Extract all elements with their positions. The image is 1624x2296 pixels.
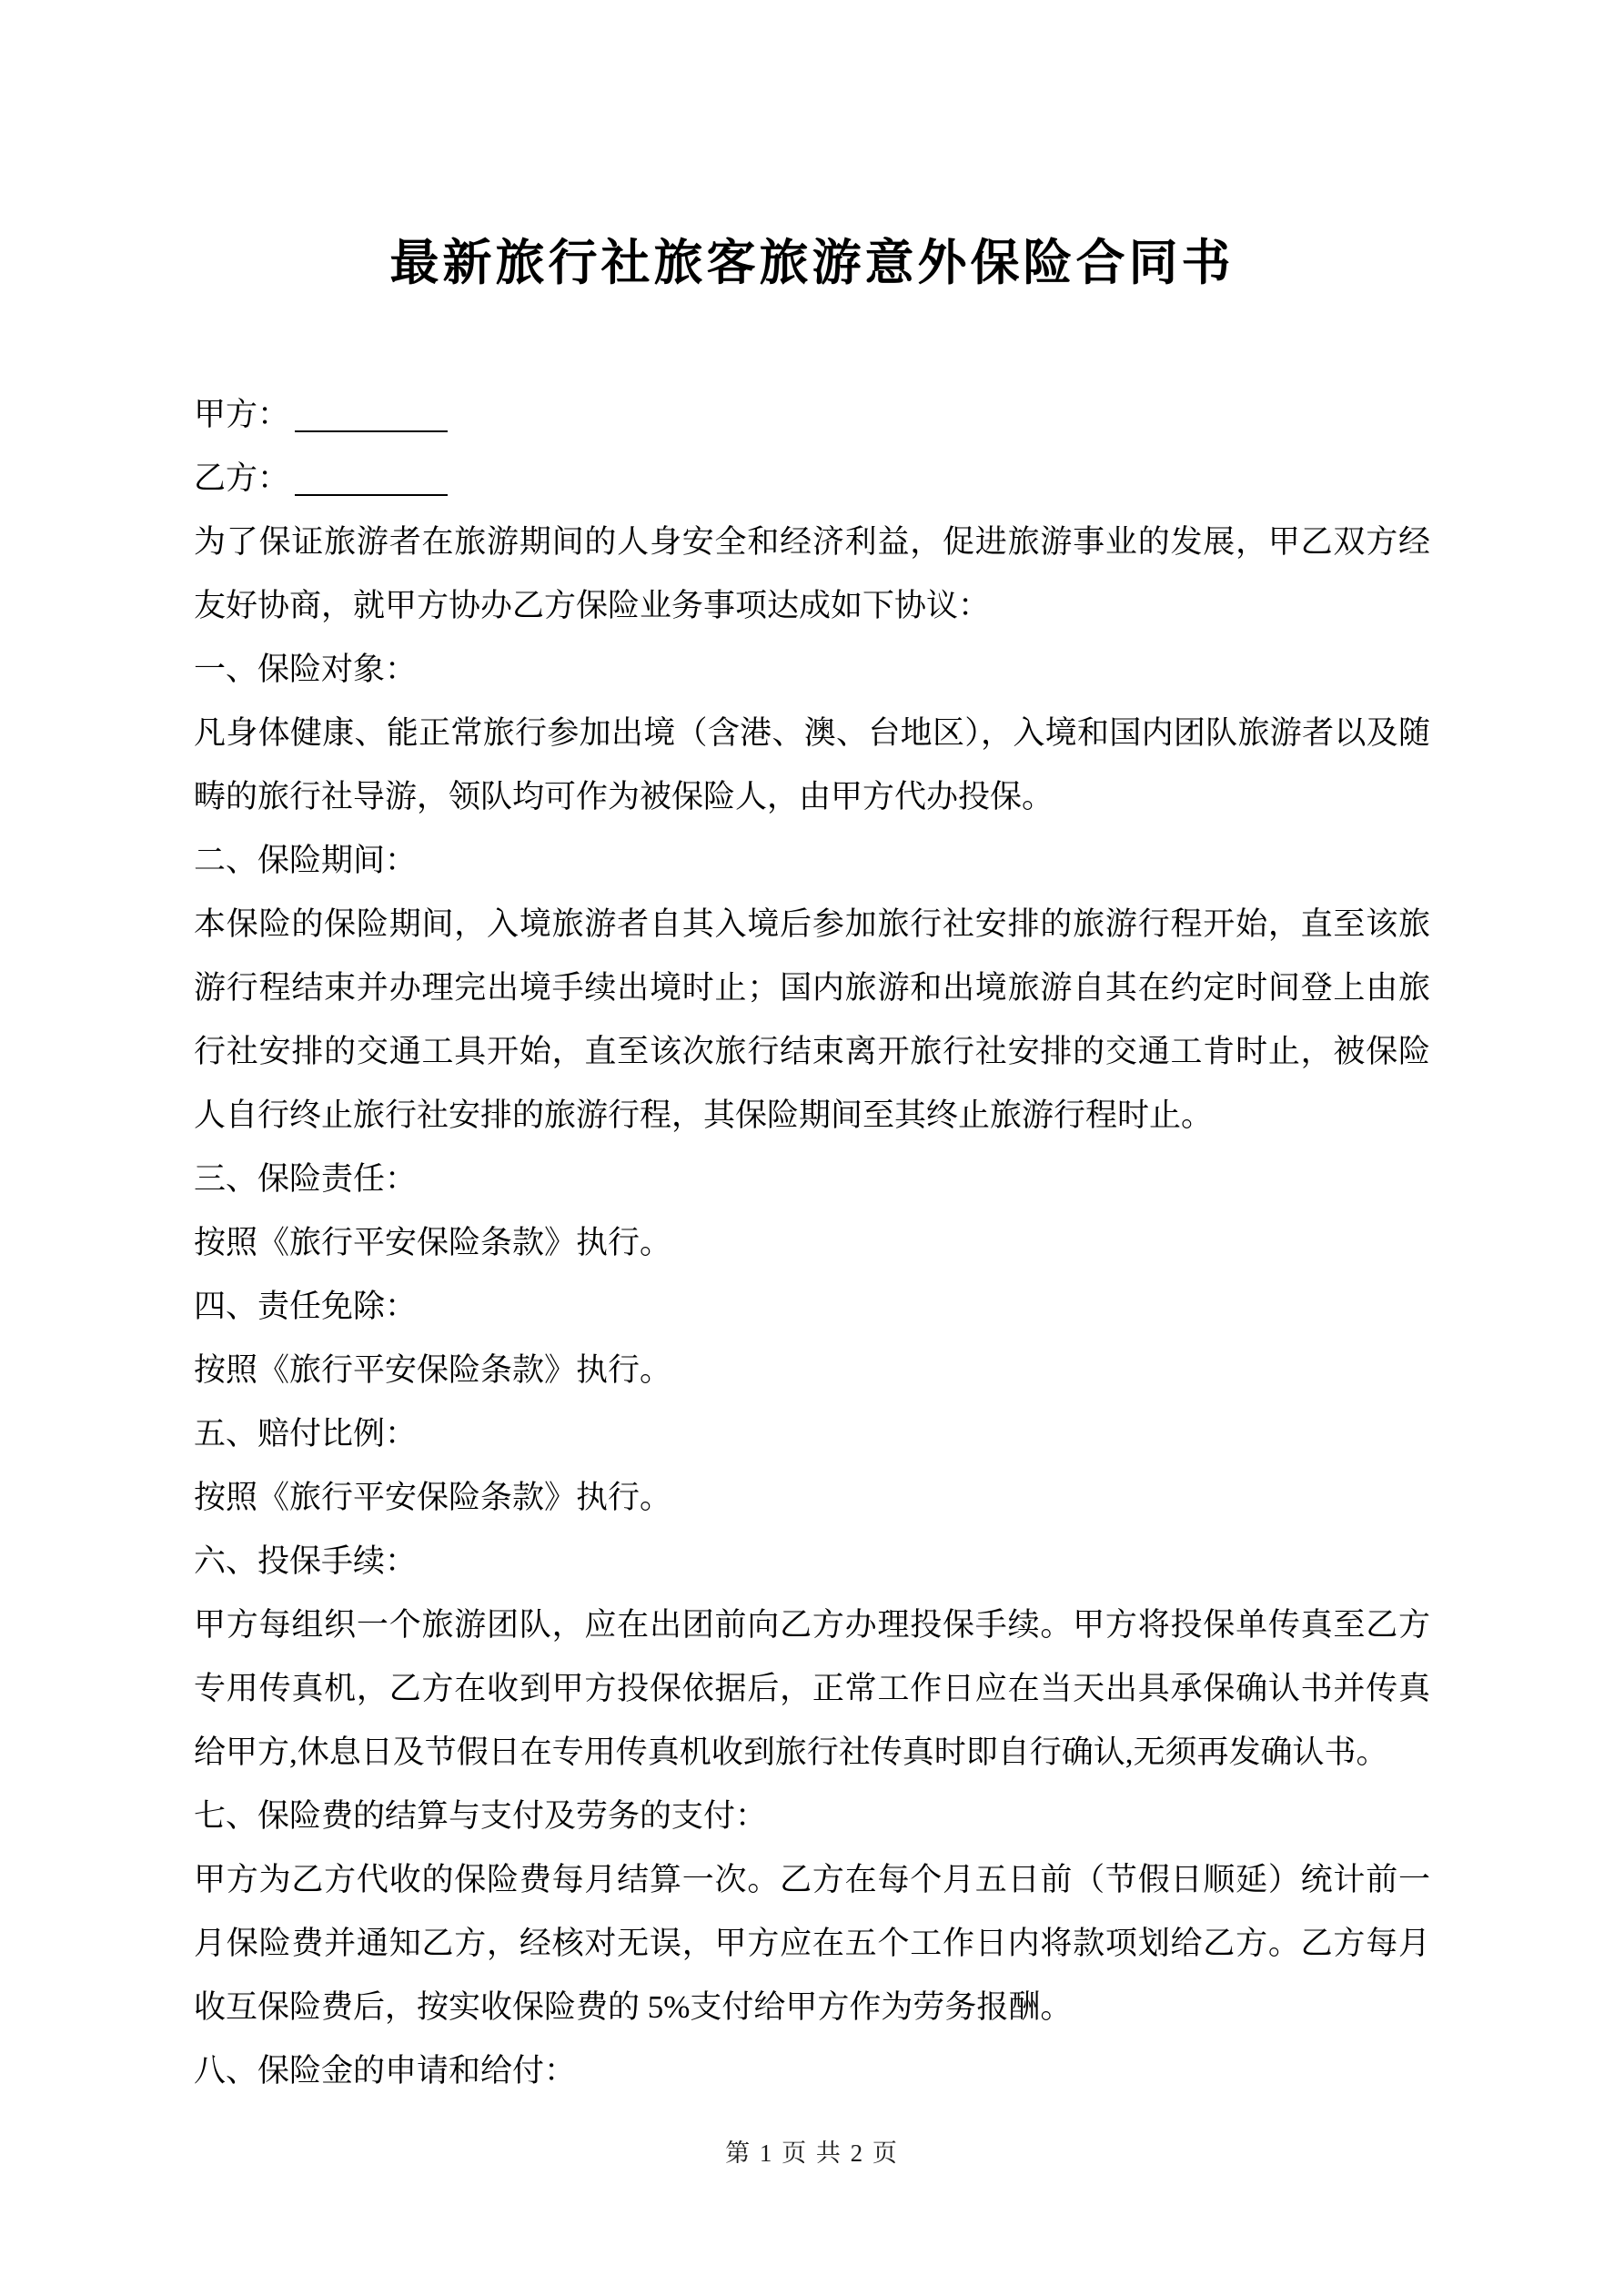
section-2-heading: 二、保险期间： bbox=[194, 843, 418, 878]
section-3-body: 按照《旅行平安保险条款》执行。 bbox=[194, 1225, 672, 1260]
section-7-heading: 七、保险费的结算与支付及劳务的支付： bbox=[194, 1798, 768, 1834]
section-1-body: 凡身体健康、能正常旅行参加出境（含港、澳、台地区），入境和国内团队旅游者以及随畴的旅行社导游，领队均可作为被保险人，由甲方代办投保。 bbox=[194, 715, 1430, 814]
section-4-body: 按照《旅行平安保险条款》执行。 bbox=[194, 1352, 672, 1388]
section-6-heading: 六、投保手续： bbox=[194, 1543, 418, 1579]
party-b-line bbox=[194, 447, 1430, 511]
party-b-label: 乙方： bbox=[194, 460, 290, 496]
party-a-blank-field[interactable] bbox=[295, 400, 448, 432]
section-1-heading: 一、保险对象： bbox=[194, 652, 418, 687]
party-b-blank-field[interactable] bbox=[295, 463, 448, 496]
section-4-heading: 四、责任免除： bbox=[194, 1289, 418, 1324]
document-title: 最新旅行社旅客旅游意外保险合同书 bbox=[389, 236, 1235, 291]
section-6-body: 甲方每组织一个旅游团队，应在出团前向乙方办理投保手续。甲方将投保单传真至乙方专用传真机，乙方在收到甲方投保依据后，正常工作日应在当天出具承保确认书并传真给甲方,休息日及节假日在专用传真机收到旅行社传真时即自行确认,无须再发确认书。 bbox=[194, 1607, 1430, 1770]
document-body bbox=[194, 383, 1430, 2103]
section-2-body: 本保险的保险期间，入境旅游者自其入境后参加旅行社安排的旅游行程开始，直至该旅游行程结束并办理完出境手续出境时止；国内旅游和出境旅游自其在约定时间登上由旅行社安排的交通工具开始，直至该次旅行结束离开旅行社安排的交通工肯时止，被保险人自行终止旅行社安排的旅游行程，其保险期间至其终止旅游行程时止。 bbox=[194, 906, 1430, 1133]
party-a-line bbox=[194, 383, 1430, 447]
page-number-footer: 第 1 页 共 2 页 bbox=[725, 2139, 899, 2167]
party-a-label: 甲方： bbox=[194, 397, 290, 432]
intro-paragraph: 为了保证旅游者在旅游期间的人身安全和经济利益，促进旅游事业的发展，甲乙双方经友好协商，就甲方协办乙方保险业务事项达成如下协议： bbox=[194, 524, 1430, 623]
section-3-heading: 三、保险责任： bbox=[194, 1161, 418, 1197]
section-7-body: 甲方为乙方代收的保险费每月结算一次。乙方在每个月五日前（节假日顺延）统计前一月保险费并通知乙方，经核对无误，甲方应在五个工作日内将款项划给乙方。乙方每月收互保险费后，按实收保险费的 5%支付给甲方作为劳务报酬。 bbox=[194, 1862, 1430, 2025]
section-5-heading: 五、赔付比例： bbox=[194, 1416, 418, 1451]
section-5-body: 按照《旅行平安保险条款》执行。 bbox=[194, 1480, 672, 1515]
section-8-heading: 八、保险金的申请和给付： bbox=[194, 2053, 577, 2089]
